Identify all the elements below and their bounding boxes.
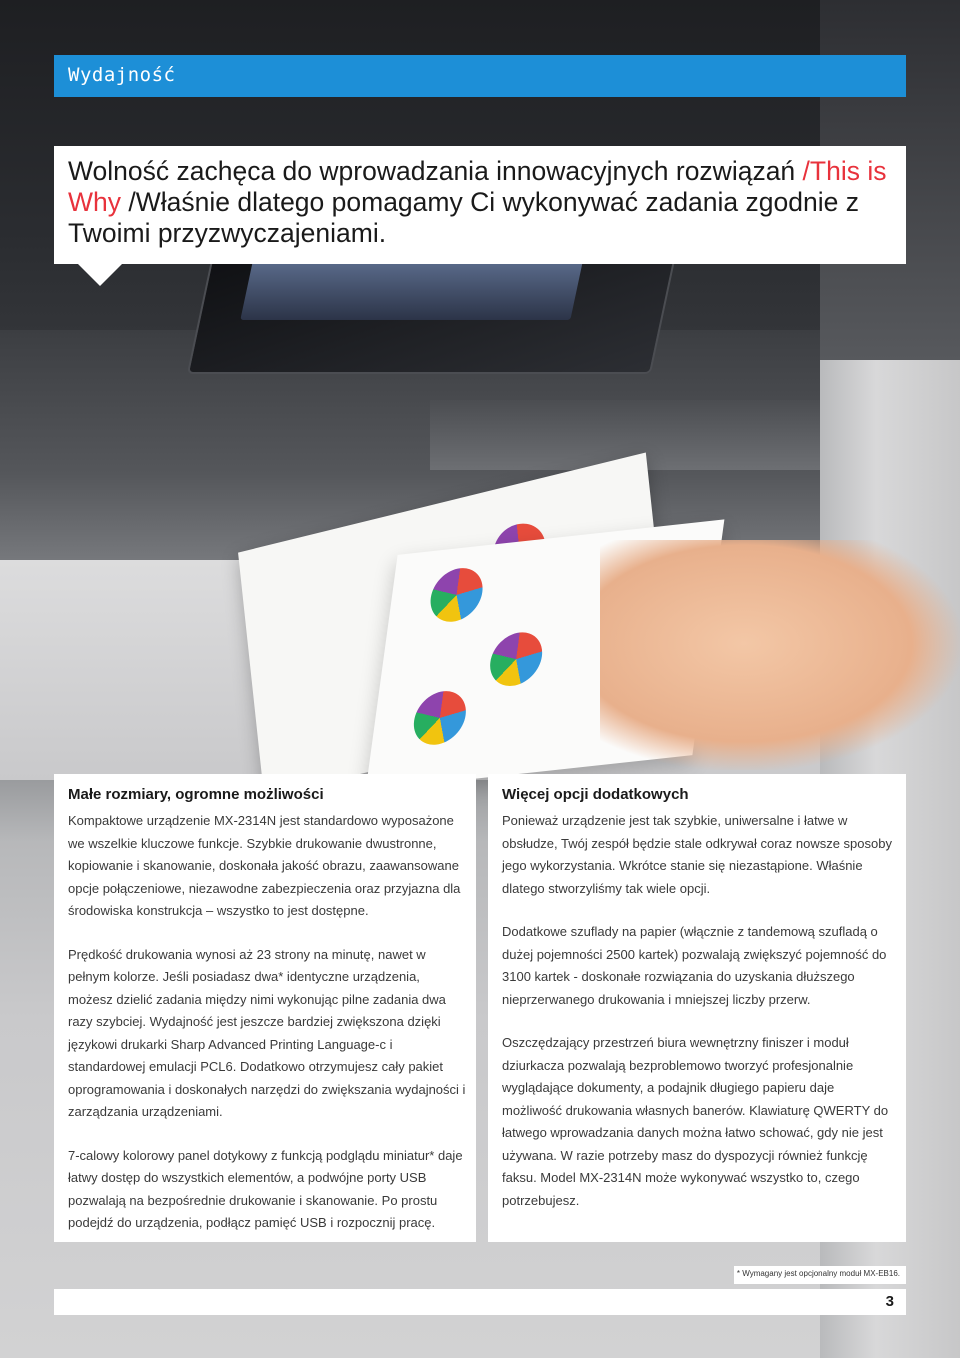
pie-chart-illustration	[411, 688, 470, 747]
headline-box	[54, 146, 906, 264]
pie-chart-illustration	[427, 565, 486, 624]
page-headline	[68, 156, 888, 249]
hand-holding-paper	[600, 540, 960, 770]
left-paragraph: Kompaktowe urządzenie MX-2314N jest standardowo wyposażone we wszelkie kluczowe funkcje. Szybkie drukowanie dwustronne, kopiowanie i skanowanie, doskonała jakość obrazu, zaawansowane opcje połączeniowe, niezawodne zabezpieczenia oraz przyjazna dla środowiska konstrukcja – wszystko to jest dostępne.	[68, 813, 461, 918]
left-paragraph: Prędkość drukowania wynosi aż 23 strony na minutę, nawet w pełnym kolorze. Jeśli posiadasz dwa* identyczne urządzenia, możesz dzielić zadania między nimi wykonując pilne zadania dwa razy szybciej. Wydajność jest jeszcze bardziej zwiększona dzięki językowi drukarki Sharp Advanced Printing Language-c i standardowej emulacji PCL6. Dodatkowo otrzymujesz cały pakiet oprogramowania i doskonałych narzędzi do zwiększania wydajności i zarządzania urządzeniami.	[68, 946, 466, 1119]
right-paragraph: Ponieważ urządzenie jest tak szybkie, uniwersalne i łatwe w obsłudze, Twój zespół będzie stale odkrywał coraz nowsze sposoby jego wykorzystania. Wkrótce stanie się niezastąpione. Właśnie dlatego stworzyliśmy tak wiele opcji.	[502, 813, 892, 896]
right-column	[488, 774, 906, 1242]
right-paragraph: Dodatkowe szuflady na papier (włącznie z tandemową szufladą o dużej pojemności 2500 kartek) pozwalają zwiększyć pojemność do 3100 kartek - doskonałe rozwiązania do uzyskania dłuższego nieprzerwanego drukowania i mniejszej liczby przerw.	[502, 924, 887, 1007]
page-number-bar	[54, 1289, 906, 1315]
page-number: 3	[885, 1293, 894, 1310]
footnote: * Wymagany jest opcjonalny moduł MX-EB16.	[736, 1269, 900, 1278]
touch-control-panel	[187, 250, 677, 374]
left-column	[54, 774, 476, 1242]
section-header-bar	[54, 55, 906, 97]
left-column-title: Małe rozmiary, ogromne możliwości	[68, 786, 324, 803]
headline-part2: /Właśnie dlatego pomagamy Ci wykonywać zadania zgodnie z Twoimi przyzwyczajeniami.	[68, 187, 859, 248]
headline-accent: /This is Why	[68, 156, 887, 217]
headline-pointer	[78, 264, 122, 286]
right-column-title: Więcej opcji dodatkowych	[502, 786, 689, 803]
right-paragraph: Oszczędzający przestrzeń biura wewnętrzny finiszer i moduł dziurkacza pozwalają bezproblemowo tworzyć profesjonalnie wyglądające dokumenty, a podajnik długiego papieru daje możliwość drukowania własnych banerów. Klawiaturę QWERTY do łatwego wprowadzania danych można łatwo schować, gdy nie jest używana. W razie potrzeby masz do dyspozycji również funkcję faksu. Model MX-2314N może wykonywać wszystko to, czego potrzebujesz.	[502, 1035, 889, 1208]
touch-screen	[240, 260, 583, 320]
section-label: Wydajność	[68, 64, 176, 86]
footnote-box	[734, 1266, 906, 1284]
headline-part1: Wolność zachęca do wprowadzania innowacyjnych rozwiązań	[68, 156, 803, 186]
pie-chart-illustration	[487, 630, 546, 689]
left-paragraph: 7-calowy kolorowy panel dotykowy z funkcją podglądu miniatur* daje łatwy dostęp do wszystkich elementów, a podwójne porty USB pozwalają na bezpośrednie drukowanie i skanowanie. Po prostu podejdź do urządzenia, podłącz pamięć USB i rozpocznij pracę.	[68, 1147, 463, 1230]
